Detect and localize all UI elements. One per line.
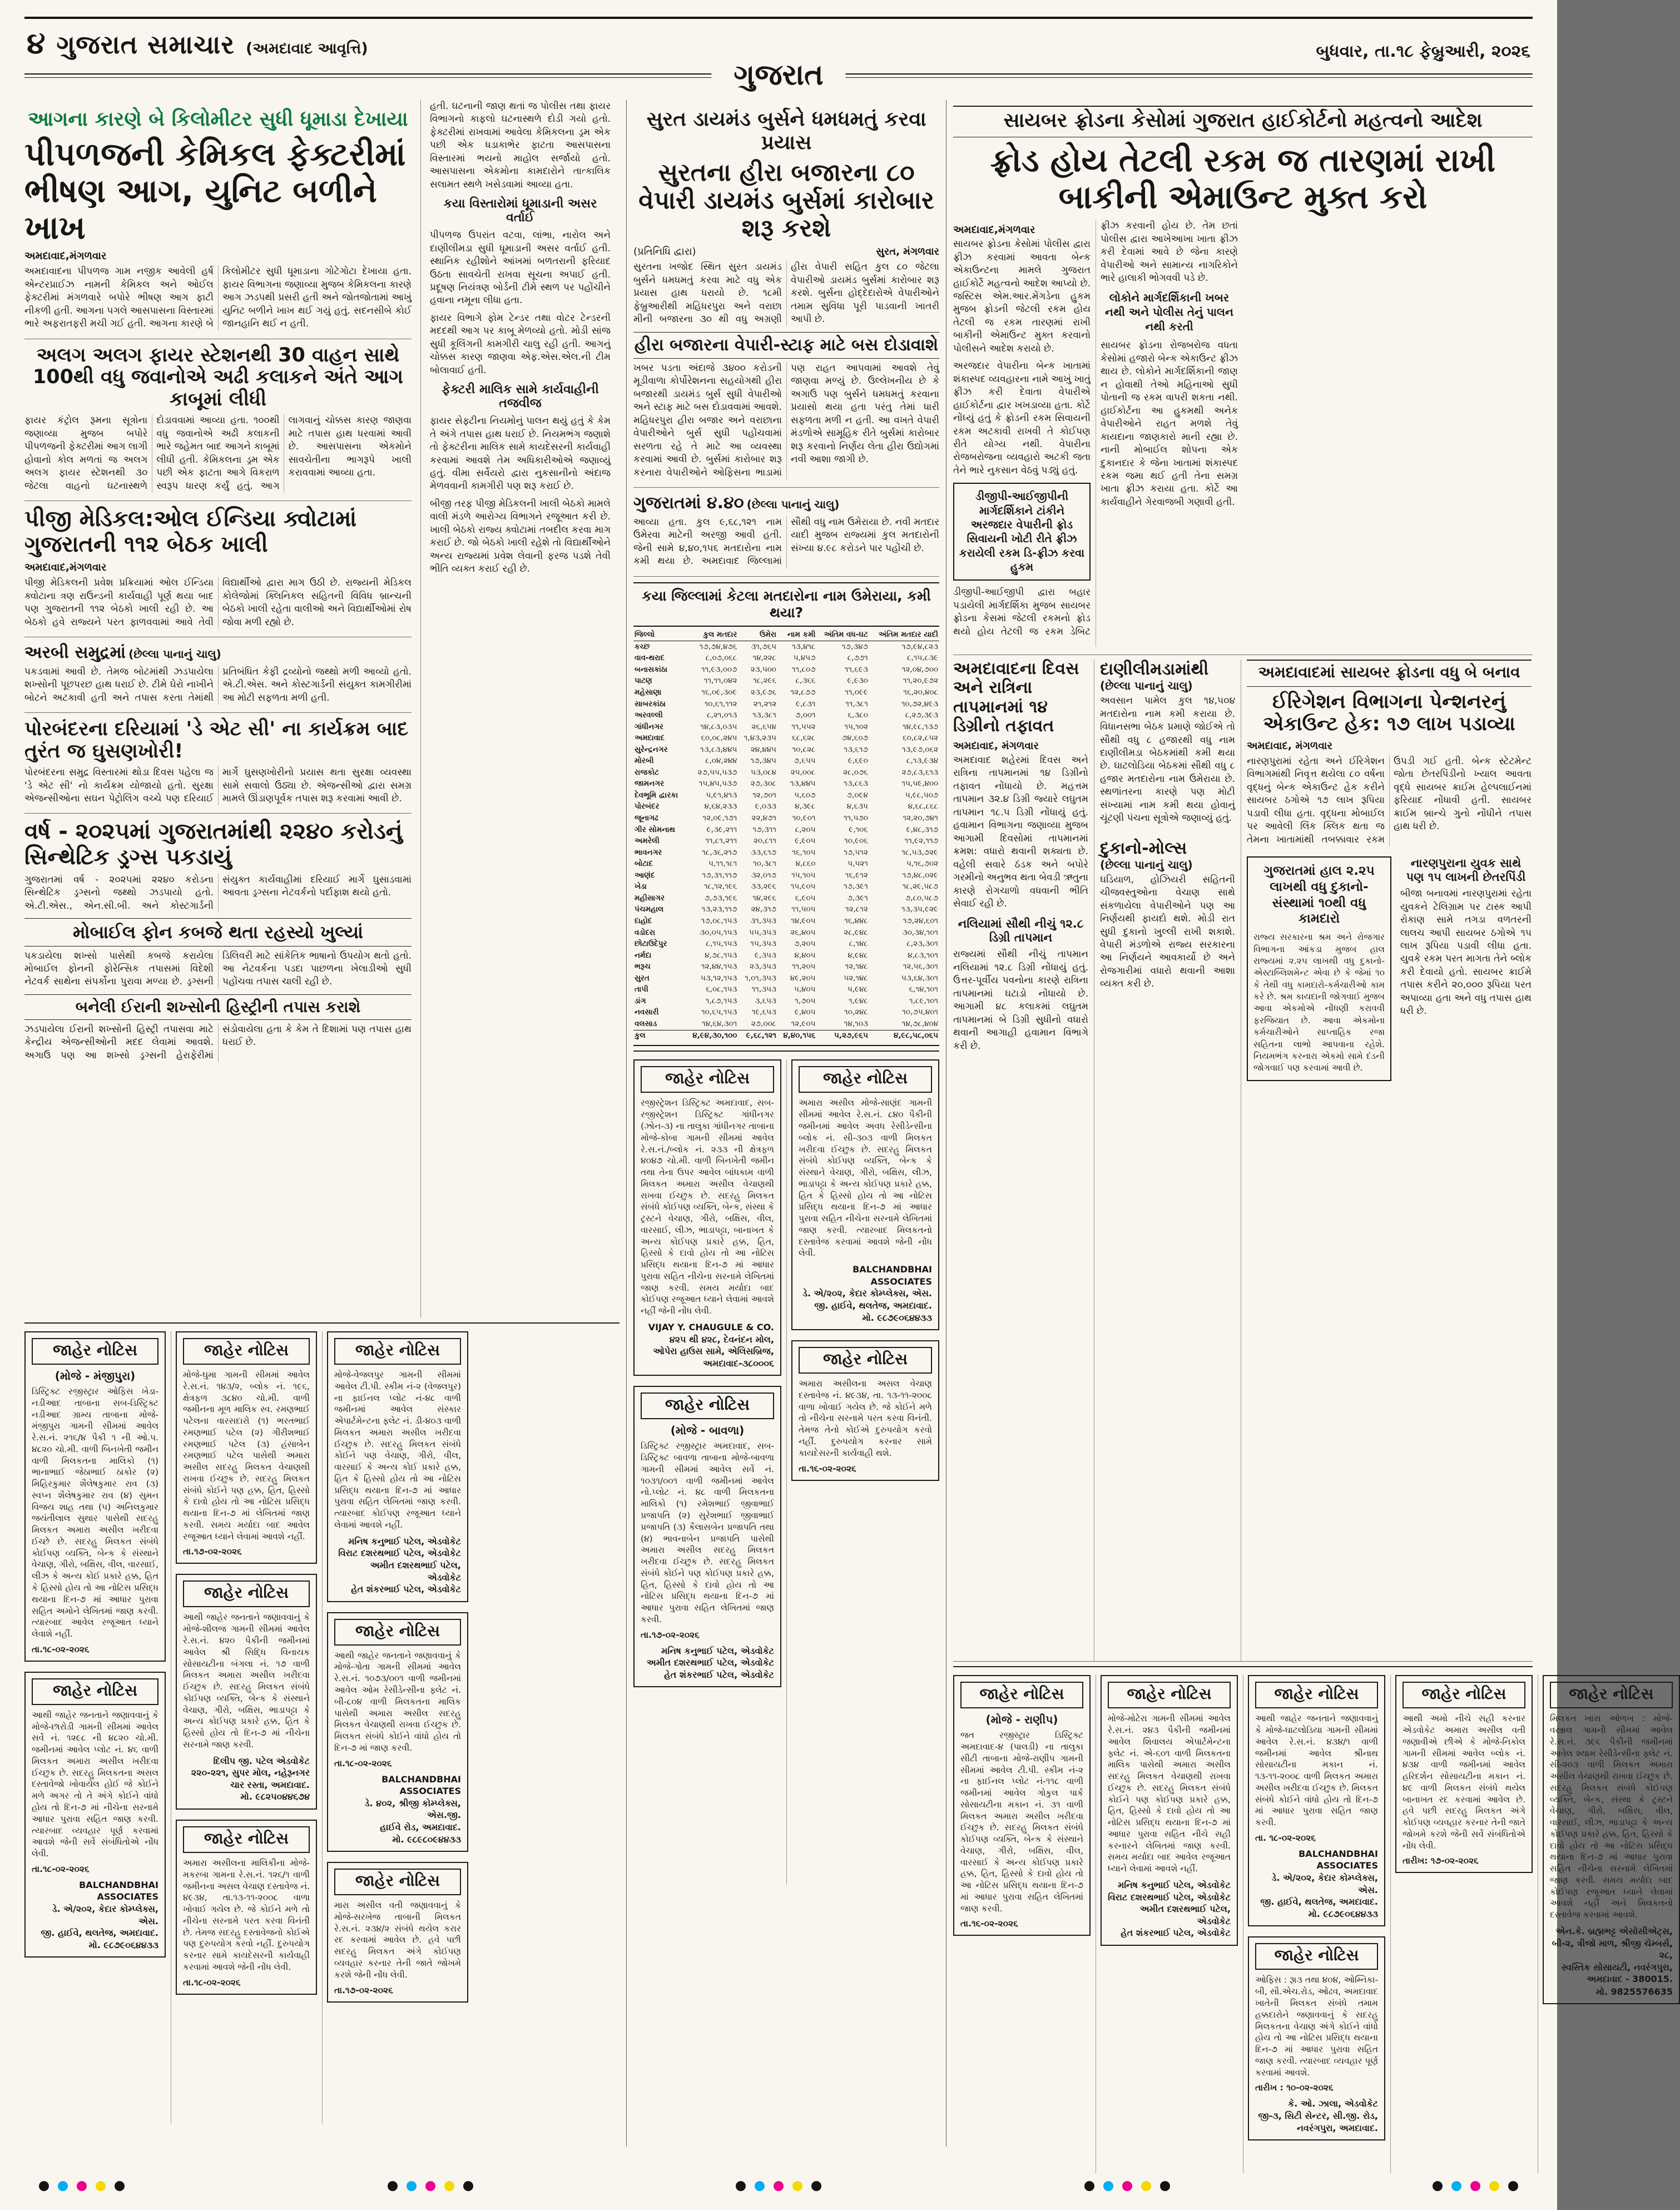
notice-title: જાહેર નોટિસ [183,1580,310,1607]
notice-body: મિલકત ખાસ ઓળખ : મોજે-વસ્ત્રાલ ગામની સીમમાં આવેલ રે.સ.નં. ૩૯૬ પૈકીની જમીનમાં આવેલ શ્યામ રેસીડેન્સીના ફ્લેટ નં. સી-૨૦૩ વાળી મિલકત અમારા અસીલ વેચાણથી રાખવા ઈચ્છુક છે. સદરહુ મિલકત સંબંધે કોઈપણ વ્યક્તિ, બેન્ક, સંસ્થા કે ટ્રસ્ટને વેચાણ, ગીરો, બક્ષિસ, વીલ, વારસાઈ, લીઝ, ભાડાપટ્ટા કે અન્ય કોઈપણ પ્રકારે હક્ક, હિત, હિસ્સો કે દાવો હોય તો આ નોટિસ પ્રસિદ્ધ થયાના દિન-૭ માં આધાર પુરાવા સહિત નીચેના સરનામે લેખિતમાં જાણ કરવી. સમય મર્યાદા બાદ કોઈપણ રજૂઆત ધ્યાને લેવામાં આવશે નહીં અને મિલકતનો દસ્તાવેજ કરવામાં આવશે. [1550,1713,1673,1920]
registration-mark-group [1433,2181,1518,2191]
article-pensioner-fraud [1247,660,1532,1661]
dateline: અમદાવાદ,મંગળવાર [24,562,107,574]
article-paragraph: સાયબર ફ્રોડના કેસોમાં પોલીસ દ્વારા ફ્રીઝ કરવામાં આવતા બેન્ક એકાઉન્ટના મામલે ગુજરાત હાઈકોર્ટે મહત્વનો આદેશ આપ્યો છે. જસ્ટિસ એમ.આર.મેંગડેના હુકમ મુજબ ફ્રોડની જેટલી રકમ હોય તેટલી જ રકમ તારણમાં રાખી બાકીની એમાઉન્ટ મુક્ત કરવાનો પોલીસને આદેશ કરાયો છે. [953,239,1091,354]
public-notice [791,1059,939,1330]
article-paragraph: ડીજીપી-આઈજીપી દ્વારા બહાર પડાયેલી માર્ગદર્શિકા મુજબ સાયબર ફ્રોડના કેસમાં જેટલી રકમનો ફ્રોડ થયો હોય તેટલી જ રકમ ડેબિટ ફ્રીઝ કરવાની હોય છે. તેમ છતાં પોલીસ દ્વારા આખેઆખા ખાતા ફ્રીઝ કરી દેવામાં આવે છે જેના કારણે વેપારીઓ અને સામાન્ય નાગરિકોને ભારે હાલાકી ભોગવવી પડે છે. [953,220,1238,637]
notice-body: આથી અમો નીચે સહી કરનાર એડવોકેટ અમારા અસીલ વતી જણાવીએ છીએ કે મોજે-નિકોલ ગામની સીમમાં આવેલ બ્લોક નં. ૪૩૪ વાળી જમીનમાં આવેલ હરિદર્શન સોસાયટીના મકાન નં. ૪૯ વાળી મિલકત સંબંધે થયેલ બાનાખત રદ કરવામાં આવેલ છે. હવે પછી સદરહુ મિલકત અંગે કોઈપણ વ્યવહાર કરનાર તેની જાતે જોખમે કરશે જેની સર્વે સંબંધિતોએ નોંધ લેવી. [1403,1713,1525,1851]
notice-date: તા.૧૬-૦૨-૨૦૨૬ [960,1919,1018,1929]
sub-headline: નારણપુરાના યુવક સાથે પણ ૧૫ લાખની છેતરપિંડી [1406,856,1526,884]
notice-body: ડિસ્ટ્રિક્ટ રજીસ્ટ્રાર અમદાવાદ, સબ-ડિસ્ટ્રિક્ટ બાવળા તાબાના મોજે-બાવળા ગામની સીમમાં આવેલ સર્વે નં. ૧૦૩૧/૦૦૧ વાળી જમીનમાં આવેલ નો.પ્લોટ નં. ૪૮ વાળી મિલકતના માલિકો (૧) રમેશભાઈ જીવાભાઈ પ્રજાપતિ (૨) સુરેશભાઈ જીવાભાઈ પ્રજાપતિ (૩) કૈલાસબેન પ્રજાપતિ તથા (૪) ભાવનાબેન પ્રજાપતિ પાસેથી અમારા અસીલ સદરહુ મિલકત ખરીદવા ઈચ્છુક છે. સદરહુ મિલકત સંબંધે કોઈને પણ કોઈપણ પ્રકારે હક્ક, હિત, હિસ્સો કે દાવો હોય તો આ નોટિસ પ્રસિદ્ધ થયાના દિન-૭ માં આધાર પુરાવા સહિત લેખિતમાં જાણ કરવી. [641,1441,774,1624]
side-column-text: ફાયર સેફ્ટીના નિયમોનું પાલન થયું હતું કે કેમ તે અંગે તપાસ હાથ ધરાઈ છે. નિયમભંગ જણાશે તો ફેક્ટરીના માલિક સામે કાયદેસરની કાર્યવાહી કરવામાં આવશે તેમ અધિકારીઓએ જણાવ્યું હતું. વીમા સર્વેયરો દ્વારા નુકસાનીનો અંદાજ મેળવવાની કામગીરી પણ શરૂ કરાઈ છે. [430,415,611,492]
registration-mark-icon [96,2181,106,2191]
notice-date: તા.૧૬-૦૨-૨૦૨૬ [799,1463,856,1474]
public-notice [176,1331,317,1564]
notice-title: જાહેર નોટિસ [641,1393,774,1419]
article-fire [24,100,412,339]
print-registration-marks [0,2181,1557,2191]
bold-subhead: લોકોને માર્ગદર્શિકાની ખબર નથી અને પોલીસ તેનું પાલન નથી કરતી [1105,291,1233,334]
registration-mark-icon [115,2181,125,2191]
shops-stat-box [1247,856,1391,1081]
article-body: પીજી મેડિકલની પ્રવેશ પ્રક્રિયામાં ઓલ ઈન્ડિયા ક્વોટાના ત્રણ રાઉન્ડની કાર્યવાહી પૂર્ણ થયા બાદ પણ ગુજરાતની ૧૧૨ બેઠકો ખાલી રહી છે. આ બેઠકો હવે રાજ્યને પરત ફાળવવામાં આવે તેવી વિદ્યાર્થીઓ દ્વારા માગ ઉઠી છે. રાજ્યની મેડિકલ કોલેજોમાં ક્લિનિકલ સહિતની વિવિધ બ્રાન્ચની બેઠકો ખાલી રહેતા વાલીઓ અને વિદ્યાર્થીઓમાં રોષ જોવા મળી રહ્યો છે. [24,577,412,628]
notice-signatures: કે. ઓ. ઝાલા, એડવોકેટ જી-૩, સિટી સેન્ટર, સી.જી. રોડ, નવરંગપુરા, અમદાવાદ. [1258,2098,1378,2133]
sub-headline: મોબાઈલ ફોન કબજે થતા રહસ્યો ખુલ્યાં [24,918,412,946]
dateline: અમદાવાદ, મંગળવાર [953,740,1039,752]
registration-mark-icon [1141,2181,1151,2191]
article-headline: ફ્રોડ હોય તેટલી રકમ જ તારણમાં રાખી બાકીની એમાઉન્ટ મુક્ત કરો [990,141,1496,216]
notice-body: અમારા અસીલના માલિકીના મોજે-મકરબા ગામના રે.સ.નં. ૧૨૬/૧ વાળી જમીનના અસલ વેચાણ દસ્તાવેજ નં. ૪૯૩૪, તા.૧૩-૧૧-૨૦૦૮ વાળા ખોવાઈ ગયેલ છે. જે કોઈને મળે તો નીચેના સરનામે પરત કરવા વિનંતી છે. તેમજ સદરહુ દસ્તાવેજનો કોઈએ પણ દુરુપયોગ કરવો નહીં. દુરુપયોગ કરનાર સામે કાયદેસરની કાર્યવાહી કરવામાં આવશે જેની નોંધ લેવી. [183,1858,310,1972]
dateline: અમદાવાદ, મંગળવાર [1247,740,1332,752]
notice-date: તા.૧૭-૦૨-૨૦૨૬ [183,1547,242,1557]
article-body: અમદાવાદના પીપળજ ગામ નજીક આવેલી હર્ષ એન્ટરપ્રાઈઝ નામની કેમિકલ અને ઓઈલ ફેક્ટરીમાં મંગળવારે બપોરે ભીષણ આગ ફાટી નીકળી હતી. આગના પગલે આસપાસના વિસ્તારમાં ભારે અફરાતફરી મચી ગઈ હતી. આગના કારણે બે કિલોમીટર સુધી ધૂમાડાના ગોટેગોટા દેખાયા હતા. ફાયર વિભાગના જણાવ્યા મુજબ કેમિકલના કારણે આગ ઝડપથી પ્રસરી હતી અને જોતજોતામાં આખું યુનિટ બળીને ખાખ થઈ ગયું હતું. સદનસીબે કોઈ જાનહાનિ થઈ ન હતી. [24,266,412,330]
side-column-text: ફાયર વિભાગે ફોમ ટેન્ડર તથા વોટર ટેન્ડરની મદદથી આગ પર કાબૂ મેળવ્યો હતો. મોડી સાંજ સુધી કૂલિંગની કામગીરી ચાલુ રહી હતી. આગનું ચોક્કસ કારણ જાણવા એફ.એસ.એલ.ની ટીમ બોલાવાઈ હતી. [430,312,611,376]
registration-mark-icon [77,2181,87,2191]
notice-title: જાહેર નોટિસ [32,1678,158,1705]
notices-strip-c [953,1666,1673,2173]
public-notice [327,1862,468,2002]
registration-mark-icon [388,2181,398,2191]
notice-title: જાહેર નોટિસ [183,1826,310,1853]
article-body: ખબર પડતા અંદાજે ૩૪૦૦ કરોડની મૂડીવાળા કોર્પોરેશનના સહયોગથી હીરા બજારથી ડાયમંડ બુર્સ સુધી વેપારીઓ અને સ્ટાફ માટે બસ દોડાવવામાં આવશે. મહિધરપુરા હીરા બજાર અને વરાછાના વેપારીઓને બુર્સ સુધી પહોંચવામાં સરળતા રહે તે માટે આ વ્યવસ્થા કરવામાં આવી છે. બુર્સમાં કારોબાર શરૂ કરનારા વેપારીઓને ઓફિસના ભાડામાં પણ રાહત આપવામાં આવશે તેવું જાણવા મળ્યું છે. ઉલ્લેખનીય છે કે અગાઉ પણ બુર્સને ધમધમતું કરવાના પ્રયાસો થયા હતા પરંતુ તેમાં ધારી સફળતા મળી ન હતી. આ વખતે વેપારી મંડળોએ સામૂહિક રીતે બુર્સમાં કારોબાર શરૂ કરવાનો નિર્ણય લેતા હીરા ઉદ્યોગમાં નવી આશા જાગી છે. [633,362,939,478]
article-highcourt-fraud [953,100,1533,655]
notice-date: તા.૧૭-૦૨-૨૦૨૬ [641,1629,700,1640]
notice-title: જાહેર નોટિસ [1255,1943,1378,1970]
article-body: અવસાન પામેલ કુલ ૧૪,૫૦૪ મતદારોના નામ કમી કરાયા છે. વિધાનસભા બેઠક પ્રમાણે જોઈએ તો સૌથી વધુ ૮ હજારથી વધુ નામ દાણીલીમડા બેઠકમાંથી કમી થયા છે. ઘાટલોડિયા બેઠકમાં સૌથી વધુ ૮ હજાર મતદારોના નામ ઉમેરાયા છે. સ્થળાંતરના કારણે પણ મોટી સંખ્યામાં નામ કમી થયા હોવાનું ચૂંટણી પંચના સૂત્રોએ જણાવ્યું હતું. [1100,695,1235,824]
article-body: ઝડપાયેલા ઈરાની શખ્સોની હિસ્ટ્રી તપાસવા માટે કેન્દ્રીય એજન્સીઓની મદદ લેવામાં આવશે. અગાઉ પણ આ શખ્સો ડ્રગ્સની હેરાફેરીમાં સંડોવાયેલા હતા કે કેમ તે દિશામાં પણ તપાસ હાથ ધરાઈ છે. [24,1023,412,1061]
notice-date: તા.૧૮-૦૨-૨૦૨૬ [32,1644,90,1654]
notice-body: મારા અસીલ વતી જણાવવાનું કે મોજે-સરખેજ તાબાની મિલકત રે.સ.નં. ૨૩૪/૨ સંબંધે થયેલ કરાર રદ કરવામાં આવેલ છે. હવે પછી સદરહુ મિલકત અંગે કોઈપણ વ્યવહાર કરનાર તેની જાતે જોખમે કરશે જેની નોંધ લેવી. [334,1900,461,1980]
notice-date: તા.૧૮-૦૨-૨૦૨૬ [183,1977,241,1988]
right-section-middle [953,655,1533,1662]
article-second-fraud [1400,850,1532,1081]
notice-date: તારીખ: ૧૭-૦૨-૨૦૨૬ [1403,1856,1479,1866]
notice-signatures: એન.કે. બ્રહ્મભટ્ટ એસોસીએટ્સ, બી-૨, ત્રીજો માળ, શ્રીજી ચેમ્બર્સ, ૨૮, સ્વસ્તિક સોસાયટી, નવરંગપુરા, અમદાવાદ - 380015. [1552,1926,1673,1985]
article-diamond-bourse [633,100,939,488]
registration-mark-icon [774,2181,784,2191]
public-notice [1543,1675,1680,2004]
article-headline: પીજી મેડિકલ:ઓલ ઈન્ડિયા ક્વોટામાં ગુજરાતની ૧૧૨ બેઠક ખાલી [24,506,357,557]
notice-body: આથી જાહેર જનતાને જણાવવાનું કે મોજે-છારોડી ગામની સીમમાં આવેલ સર્વે નં. ૧૨૯૮ ની ૪૮૨૦ ચો.મી. જમીનમાં આવેલ પ્લોટ નં. ૪૬ વાળી મિલકત અમારા અસીલ ખરીદવા ઈચ્છુક છે. સદરહુ મિલકતના અસલ દસ્તાવેજો ખોવાયેલ હોઈ જે કોઈને મળે અગર તો તે અંગે કોઈને વાંધો હોય તો દિન-૭ માં નીચેના સરનામે આધાર પુરાવા સહિત જાણ કરવી. ત્યારબાદ વ્યવહાર પૂર્ણ કરવામાં આવશે જેની સર્વે સંબંધિતોએ નોંધ લેવી. [32,1709,158,1859]
article-body: બીજા બનાવમાં નારણપુરામાં રહેતા યુવકને ટેલિગ્રામ પર ટાસ્ક આપી રોકાણ સામે તગડા વળતરની લાલચ આપી સાયબર ઠગોએ ૧૫ લાખ રૂપિયા પડાવી લીધા હતા. યુવકે રકમ પરત માગતા તેને બ્લોક કરી દેવાયો હતો. સાયબર ક્રાઈમે તપાસ કરીને ૨૦,૦૦૦ રૂપિયા પરત અપાવ્યા હતા અને વધુ તપાસ હાથ ધરી છે. [1400,888,1532,1017]
article-body: નારણપુરામાં રહેતા અને ઈરિગેશન વિભાગમાંથી નિવૃત્ત થયેલા ૮૦ વર્ષના વૃદ્ધનું બેન્ક એકાઉન્ટ હેક કરીને સાયબર ઠગોએ ૧૭ લાખ રૂપિયા પડાવી લીધા હતા. વૃદ્ધના મોબાઈલ પર આવેલી લિંક ક્લિક થતા જ તેમના ખાતામાંથી તબક્કાવાર રકમ ઉપડી ગઈ હતી. બેન્ક સ્ટેટમેન્ટ જોતા છેતરપિંડીનો ખ્યાલ આવતા વૃદ્ધે સાયબર ક્રાઈમ હેલ્પલાઈનમાં ફરિયાદ નોંધાવી હતી. સાયબર ક્રાઈમ બ્રાન્ચે ગુનો નોંધીને તપાસ હાથ ધરી છે. [1247,756,1532,845]
public-notice [633,1059,781,1376]
article-headline: ઈરિગેશન વિભાગના પેન્શનરનું એકાઉન્ટ હેક: ૧૭ લાખ પડાવ્યા [1263,691,1515,736]
registration-mark-icon [39,2181,49,2191]
notice-signatures: BALCHANDBHAI ASSOCIATES ડે. ૪૦૨, શ્રીજી કોમ્પ્લેક્સ, એસ.જી. હાઈવે રોડ, અમદાવાદ. મો. ૯૮૯૮૦૯૪૪૩૩ [364,1773,461,1845]
registration-mark-icon [1470,2181,1480,2191]
article-headline: વર્ષ - ૨૦૨૫માં ગુજરાતમાંથી ૨૨૪૦ કરોડનું સિન્થેટિક ડ્રગ્સ પકડાયું [24,819,403,870]
date-line: બુધવાર, તા.૧૮ ફેબ્રુઆરી, ૨૦૨૬ [1316,42,1530,61]
article-headline: પોરબંદરના દરિયામાં 'ડે એટ સી' ના કાર્યક્રમ બાદ તુરંત જ ઘુસણખોરી! [24,718,408,763]
notices-strip-b [633,1051,939,1885]
continuation-header: ગુજરાતમાં ૪.૪૦ (છેલ્લા પાનાનું ચાલુ) [633,493,840,513]
registration-mark-icon [792,2181,802,2191]
notice-subtitle: (મોજે - મંજીપુરા) [54,1369,136,1383]
column-divider [626,100,627,2147]
notice-title: જાહેર નોટિસ [1550,1682,1673,1708]
public-notice [791,1340,939,1480]
page-content [24,100,1673,2147]
article-body: પોરબંદરના સમુદ્ર વિસ્તારમાં થોડા દિવસ પહેલા જ 'ડે એટ સી' નો કાર્યક્રમ યોજાયો હતો. સુરક્ષા એજન્સીઓના સઘન પેટ્રોલિંગ વચ્ચે પણ દરિયાઈ માર્ગે ઘુસણખોરીનો પ્રયાસ થતા સુરક્ષા વ્યવસ્થા સામે સવાલો ઉઠ્યા છે. એજન્સીઓ દ્વારા સમગ્ર મામલે ઊંડાણપૂર્વક તપાસ શરૂ કરવામાં આવી છે. [24,767,412,805]
registration-mark-icon [736,2181,746,2191]
article-kicker: આગના કારણે બે કિલોમીટર સુધી ધૂમાડા દેખાયા [28,108,408,131]
notice-title: જાહેર નોટિસ [799,1066,932,1093]
registration-mark-icon [1489,2181,1499,2191]
notice-title: જાહેર નોટિસ [799,1347,932,1374]
article-headline: અમદાવાદના દિવસ અને રાત્રિના તાપમાનમાં ૧૪ ડિગ્રીનો તફાવત [953,659,1079,736]
section-title: ગુજરાત [711,58,845,92]
registration-mark-icon [755,2181,765,2191]
notice-body: મોજે-ઘુમા ગામની સીમમાં આવેલ રે.સ.નં. ૧૪૩/૨, બ્લોક નં. ૧૯૬, ક્ષેત્રફળ ૩૮૪૦ ચો.મી. વાળી જમીનના મૂળ માલિક સ્વ. રમણભાઈ પટેલના વારસદારો (૧) ભરતભાઈ રમણભાઈ પટેલ (૨) ગીરીશભાઈ રમણભાઈ પટેલ (૩) હંસાબેન રમણભાઈ પટેલ પાસેથી અમારા અસીલ સદરહુ મિલકત વેચાણથી રાખવા ઈચ્છુક છે. સદરહુ મિલકત સંબંધે કોઈને પણ હક્ક, હિત, હિસ્સો કે દાવો હોય તો આ નોટિસ પ્રસિદ્ધ થયાના દિન-૭ માં લેખિતમાં જાણ કરવી. સમય મર્યાદા બાદ આવેલ રજૂઆત ધ્યાને લેવામાં આવશે નહીં. [183,1370,310,1542]
page-number: ૪ [27,26,46,61]
article-synthetic-drugs [24,814,412,1070]
article-kicker: અમદાવાદમાં સાયબર ફ્રોડના વધુ બે બનાવ [1247,660,1532,687]
notice-body: જત રજીસ્ટ્રાર ડિસ્ટ્રિક્ટ અમદાવાદ-૪ (પાલડી) ના તાલુકા સીટી તાબાના મોજે-રાણીપ ગામની સીમમાં આવેલ ટી.પી. સ્કીમ નં-૨ ના ફાઈનલ પ્લોટ નં-૧૧૮ વાળી જમીનમાં આવેલ ગોકુલ પાર્ક સોસાયટીના મકાન નં. ૩૧ વાળી મિલકત અમારા અસીલ ખરીદવા ઈચ્છુક છે. સદરહુ મિલકત સંબંધે કોઈપણ વ્યક્તિ, બેન્ક કે સંસ્થાને વેચાણ, ગીરો, બક્ષિસ, વીલ, વારસાઈ કે અન્ય કોઈપણ પ્રકારે હક્ક, હિત, હિસ્સો કે દાવો હોય તો આ નોટિસ પ્રસિદ્ધ થયાના દિન-૭ માં આધાર પુરાવા સહિત લેખિતમાં જાણ કરવી. [960,1730,1083,1914]
notice-date: તા.૧૮-૦૨-૨૦૨૬ [334,1758,392,1768]
notice-signatures: BALCHANDBHAI ASSOCIATES ડે. એ/૨૦૨, કેદાર કોમ્પ્લેક્સ, એસ. જી. હાઈવે, થલતેજ, અમદાવાદ. મો. ૯૮૭૯૦૬૪૪૩૩ [1260,1848,1378,1919]
continuation-header: અરબી સમુદ્રમાં (છેલ્લા પાનાનું ચાલુ) [24,642,221,662]
continued-articles-column [1100,660,1235,1661]
notice-date: તા.૧૮-૦૨-૨૦૨૬ [32,1864,90,1874]
notice-signatures: દિલીપ જી. પટેલ એડવોકેટ ૨૨૦-૨૨૧, સુપર મોલ, નહેરૂનગર ચાર રસ્તા, અમદાવાદ. મો. ૯૮૨૫૦૪૪૬૭૪ [191,1755,310,1802]
registration-mark-group [736,2181,821,2191]
sub-headline: બનેલી ઈરાની શખ્સોની હિસ્ટ્રીની તપાસ કરાશે [24,994,412,1020]
sub-headline: નલિયામાં સૌથી નીચું ૧૨.૮ ડિગ્રી તાપમાન [958,917,1084,945]
notice-body: અમારા અસીલના અસલ વેચાણ દસ્તાવેજ નં. ૪૯૩૪, તા. ૧૩-૧૧-૨૦૦૮ વાળા ખોવાઈ ગયેલ છે. જે કોઈને મળે તો નીચેના સરનામે પરત કરવા વિનંતી. તેમજ તેનો કોઈએ દુરુપયોગ કરવો નહીં. દુરુપયોગ કરનાર સામે કાયદેસરની કાર્યવાહી થશે. [799,1379,932,1458]
notice-title: જાહેર નોટિસ [334,1338,461,1365]
page-header [24,17,1533,92]
notice-title: જાહેર નોટિસ [183,1338,310,1365]
side-column-subhead: ફેક્ટરી માલિક સામે કાર્યવાહીની તજવીજ [442,383,599,411]
notice-signatures: BALCHANDBHAI ASSOCIATES ડે. એ/૨૦૨, કેદાર કોમ્પ્લેક્સ, એસ. જી. હાઈવે, થલતેજ, અમદાવાદ. મો. ૯૮૭૯૦૬૪૪૩૩ [802,1264,932,1323]
public-notice [633,1386,781,1687]
side-column-text: હતી. ઘટનાની જાણ થતાં જ પોલીસ તથા ફાયર વિભાગનો કાફલો ઘટનાસ્થળે દોડી ગયો હતો. ફેક્ટરીમાં રાખવામાં આવેલા કેમિકલના ડ્રમ એક પછી એક ધડાકાભેર ફાટતા આસપાસના વિસ્તારમાં ભયનો માહોલ સર્જાયો હતો. આસપાસના એકમોના કામદારોને તાત્કાલિક સલામત સ્થળે ખસેડવામાં આવ્યા હતા. [430,101,611,190]
notice-signatures: મનિષ કનુભાઈ પટેલ, એડવોકેટ અમીત દશરથભાઈ પટેલ, એડવોકેટ હેત શંકરભાઈ પટેલ, એડવોકેટ [646,1645,774,1680]
public-notice [176,1820,317,1995]
article-body: આવ્યા હતા. કુલ ૯,૬૮,૧૨૧ નામ ઉમેરવા માટેની અરજી આવી હતી. જેની સામે ૪,૪૦,૧૫૬ મતદારોના નામ કમી થયા છે. અમદાવાદ જિલ્લામાં સૌથી વધુ નામ ઉમેરાયા છે. નવી મતદાર યાદી મુજબ રાજ્યમાં કુલ મતદારોની સંખ્યા ૪.૯૮ કરોડને પાર પહોંચી છે. [633,517,939,567]
notice-body: આથી જાહેર જનતાને જણાવવાનું કે મોજે-શીલજ ગામની સીમમાં આવેલ રે.સ.નં. ૪૨૦ પૈકીની જમીનમાં આવેલ શ્રી સિદ્ધિ વિનાયક સોસાયટીના બંગલા નં. ૧૭ વાળી મિલકત અમારા અસીલ ખરીદવા ઈચ્છુક છે. સદરહુ મિલકત સંબંધે કોઈપણ વ્યક્તિ, બેન્ક કે સંસ્થાને વેચાણ, ગીરો, બક્ષિસ, ભાડાપટ્ટા કે અન્ય કોઈપણ પ્રકારે હક્ક, હિત કે હિસ્સો હોય તો દિન-૭ માં નીચેના સરનામે જાણ કરવી. [183,1612,310,1750]
public-notice [176,1574,317,1810]
article-body: ઘડિયાળ, હોઝિયરી સહિતની ચીજવસ્તુઓના વેચાણ સાથે સંકળાયેલા વેપારીઓને પણ આ નિર્ણયથી ફાયદો થશે. મોડી રાત સુધી દુકાનો ખુલ્લી રાખી શકાશે. વેપારી મંડળોએ રાજ્ય સરકારના આ નિર્ણયને આવકાર્યો છે અને રોજગારીમાં વધારો થવાની આશા વ્યક્ત કરી છે. [1100,874,1235,990]
side-column-subhead: કયા વિસ્તારોમાં ધૂમાડાની અસર વર્તાઈ [443,197,597,225]
dateline: અમદાવાદ,મંગળવાર [953,224,1035,236]
notice-body: રજીસ્ટ્રેશન ડિસ્ટ્રિક્ટ અમદાવાદ, સબ-રજીસ્ટ્રેશન ડિસ્ટ્રિક્ટ ગાંધીનગર (ઝોન-૩) ના તાલુકા ગાંધીનગર તાબાના મોજે-કોબા ગામની સીમમાં આવેલ રે.સ.નં./બ્લોક નં. ૨૩૩ ની ક્ષેત્રફળ ૪૦૪૭ ચો.મી. વાળી બિનખેતી જમીન તથા તેના ઉપર આવેલ બાંધકામ વાળી મિલકત અમારા અસીલ વેચાણથી રાખવા ઈચ્છુક છે. સદરહુ મિલકત સંબંધે કોઈપણ વ્યક્તિ, બેન્ક, સંસ્થા કે ટ્રસ્ટને વેચાણ, ગીરો, બક્ષિસ, વીલ, વારસાઈ, લીઝ, ભાડાપટ્ટા, બાનાખત કે અન્ય કોઈપણ પ્રકારે હક્ક, હિત, હિસ્સો કે દાવો હોય તો આ નોટિસ પ્રસિદ્ધ થયાના દિન-૭ માં આધાર પુરાવા સહિત નીચેના સરનામે લેખિતમાં જાણ કરવી. સમય મર્યાદા બાદ કોઈપણ રજૂઆત ધ્યાને લેવામાં આવશે નહીં જેની નોંધ લેવી. [641,1098,774,1316]
notice-title: જાહેર નોટિસ [1403,1682,1525,1708]
article-body [953,220,1533,647]
voter-table: કયા જિલ્લામાં કેટલા મતદારોના નામ ઉમેરાયા, કમી થયા? જિલ્લો કુલ મતદાર ઉમેરા નામ કમી અંતિમ વધ-ઘટ અંતિમ મતદાર યાદી કચ્છ ૧૭,૭૪,૪૭૬ ૩૧,૭૬૫ ૧૩,૪૧૮ ૧૭,૩૪૭ ૧૭,૯૪,૮૨૩ વાવ-થરાદ ૮,૦૭,૦૬૮ ૧૪,૨૨૮ ૫,૪૫૭ ૮,૭૭૧ ૮,૧૫,૮૩૯ બનાસકાંઠા ૧૧,૯૩,૦૦૭ ૨૩,૫૦૦ ૧૧,૮૦૭ ૧૧,૬૯૩ ૧૨,૦૪,૭૦૦ પાટણ ૧૧,૧૧,૦૪૨ ૧૮,૨૯૬ ૮,૩૬૬ ૯,૯૩૦ ૧૧,૨૦,૯૭૨ મહેસાણા ૧૬,૦૯,૩૦૯ ૨૩,૯૭૬ ૧૨,૮૭૭ ૧૧,૦૯૯ ૧૬,૨૦,૪૦૮ સાબરકાંઠા ૧૦,૬૧,૧૧૨ ૨૧,૨૧૨ ૯,૮૩૧ ૧૧,૩૮૧ ૧૦,૭૨,૪૯૩ અરવલ્લી ૮,૨૧,૦૧૩ ૧૩,૩૮૧ ૭,૦૦૧ ૬,૩૮૦ ૮,૨૭,૩૯૩ ગાંધીનગર ૧૪,૮૩,૦૩૫ ૨૬,૬૫૪ ૧૧,૫૫૨ ૧૫,૧૦૨ ૧૪,૯૮,૧૩૭ અમદાવાદ ૬૦,૦૮,૨૪૫ ૧,૪૩,૨૩૫ ૬૮,૬૨૮ ૭૪,૬૦૭ ૬૦,૮૨,૮૫૨ સુરેન્દ્રનગર ૧૩,૮૩,૪૪૫ ૨૪,૪૪૫ ૧૦,૮૨૮ ૧૩,૬૧૭ ૧૩,૯૭,૦૬૨ મોરબી ૮,૦૪,૨૪૪ ૧૭,૩૪૫ ૭,૬૫૫ ૯,૬૯૦ ૮,૧૩,૯૩૪ રાજકોટ ૨૭,૫૫,૫૩૭ ૫૩,૦૮૪ ૨૫,૦૦૮ ૨૮,૦૭૬ ૨૭,૮૩,૬૧૩ જામનગર ૧૫,૪૫,૫૩૭ ૨૭,૩૦૮ ૧૩,૪૪૫ ૧૩,૮૬૩ ૧૫,૫૯,૪૦૦ દેવભૂમિ દ્વારકા ૫,૯૧,૪૧૩ ૧૨,૭૦૧ ૫,૬૦૭ ૭,૦૯૪ ૫,૯૮,૫૦૭ પોરબંદર ૪,૬૪,૨૩૩ ૯,૦૩૩ ૪,૩૯૮ ૪,૬૩૫ ૪,૬૮,૮૬૮ જૂનાગઢ ૧૨,૦૯,૧૭૧ ૨૨,૪૭૧ ૧૦,૯૦૧ ૧૧,૫૭૦ ૧૨,૨૦,૭૪૧ ગીર સોમનાથ ૯,૩૯,૨૧૧ ૧૭,૩૧૧ ૮,૨૦૫ ૯,૧૦૬ ૯,૪૮,૩૧૭ અમરેલી ૧૧,૮૧,૨૧૧ ૨૦,૮૧૧ ૯,૯૦૫ ૧૦,૯૦૬ ૧૧,૯૨,૧૧૭ ભાવનગર ૧૮,૩૬,૨૧૭ ૩૩,૬૧૭ ૧૬,૧૦૫ ૧૭,૫૧૨ ૧૮,૫૩,૭૨૯ બોટાદ ૫,૧૧,૧૮૧ ૧૦,૩૮૧ ૪,૮૬૦ ૫,૫૨૧ ૫,૧૬,૭૦૨ આણંદ ૧૭,૩૧,૧૧૭ ૩૨,૦૧૭ ૧૫,૧૦૫ ૧૬,૯૧૨ ૧૭,૪૮,૦૨૯ ખેડા ૧૮,૧૨,૧૯૬ ૩૩,૨૯૬ ૧૫,૯૦૫ ૧૭,૩૯૧ ૧૮,૨૯,૫૮૭ મહીસાગર ૭,૭૩,૧૯૬ ૧૪,૨૯૬ ૬,૯૦૫ ૭,૩૯૧ ૭,૮૦,૫૮૭ પંચમહાલ ૧૩,૨૩,૧૧૭ ૨૪,૩૧૭ ૧૧,૫૦૫ ૧૨,૮૧૨ ૧૩,૩૫,૯૨૯ દાહોદ ૧૭,૦૮,૧૫૩ ૩૧,૩૫૩ ૧૪,૯૦૫ ૧૬,૪૪૮ ૧૭,૨૪,૬૦૧ વડોદરા ૩૦,૦૫,૧૫૩ ૫૫,૩૫૩ ૨૬,૪૦૫ ૨૮,૯૪૮ ૩૦,૩૪,૧૦૧ છોટાઉદેપુર ૮,૧૫,૧૫૩ ૧૫,૩૫૩ ૭,૨૦૫ ૮,૧૪૮ ૮,૨૩,૩૦૧ નર્મદા ૪,૭૮,૧૫૩ ૯,૩૫૩ ૪,૪૦૫ ૪,૯૪૮ ૪,૮૩,૧૦૧ ભરૂચ ૧૨,૪૪,૧૫૩ ૨૩,૩૫૩ ૧૧,૨૦૫ ૧૨,૧૪૮ ૧૨,૫૬,૩૦૧ સુરત ૫૩,૧૨,૧૫૩ ૧,૦૧,૩૫૩ ૪૯,૨૦૫ ૫૨,૧૪૮ ૫૩,૬૪,૩૦૧ તાપી ૬,૦૮,૧૫૩ ૧૧,૩૫૩ ૫,૪૦૫ ૫,૯૪૮ ૬,૧૪,૧૦૧ ડાંગ ૧,૮૭,૧૫૩ ૩,૬૫૩ ૧,૭૦૫ ૧,૯૪૮ ૧,૮૯,૧૦૧ નવસારી ૧૦,૬૫,૧૫૩ ૧૯,૬૫૩ ૯,૪૦૫ ૧૦,૨૪૮ ૧૦,૭૫,૪૦૧ વલસાડ ૧૪,૬૪,૩૦૧ ૨૭,૦૦૮ ૧૨,૯૦૫ ૧૪,૧૦૩ ૧૪,૭૮,૪૦૪ કુલ ૪,૯૪,૩૦,૧૦૦ ૯,૬૮,૧૨૧ ૪,૪૦,૧૫૬ ૫,૨૭,૯૬૫ ૪,૯૮,૫૮,૦૬૫ [633,582,939,1047]
article-kicker: સુરત ડાયમંડ બુર્સને ધમધમતું કરવા પ્રયાસ [646,108,926,154]
notice-body: ઓફિસ : રૂા૩ તથા ૪૦૪, ઓમ્નિકા-બી, સૌ.એચ.રોડ, ઓઢવ, અમદાવાદ ખાતેની મિલકત સંબંધે તમામ હક્કદારોને જણાવવાનું કે સદરહુ મિલકતના વેચાણ અંગે કોઈને વાંધો હોય તો આ નોટિસ પ્રસિદ્ધ થયાના દિન-૭ માં આધાર પુરાવા સહિત જાણ કરવી. ત્યારબાદ વ્યવહાર પૂર્ણ કરવામાં આવશે. [1255,1975,1378,2078]
public-notice [327,1612,468,1852]
article-body: પકડવામાં આવી છે. તેમજ બોટમાંથી ઝડપાયેલા શખ્સોની પૂછપરછ હાથ ધરાઈ છે. ટીમે ઘેરો નાખીને બોટને અટકાવી હતી અને તપાસ કરતા તેમાંથી પ્રતિબંધિત કેફી દ્રવ્યોનો જથ્થો મળી આવ્યો હતો. એ.ટી.એસ. અને કોસ્ટગાર્ડની સંયુક્ત કામગીરીમાં આ મોટી સફળતા મળી હતી. [24,666,412,703]
masthead: ગુજરાત સમાચાર [56,29,235,60]
notice-title: જાહેર નોટિસ [32,1338,158,1365]
registration-mark-icon [463,2181,473,2191]
article-porbandar [24,713,412,814]
byline: (પ્રતિનિધિ દ્વારા) સુરત, મંગળવાર [633,246,939,258]
boxed-subhead: ડીજીપી-આઈજીપીની માર્ગદર્શિકાને ટાંકીને અરજદાર વેપારીની ફ્રોડ સિવાયની ખોટી રીતે ફ્રીઝ કરાયેલી રકમ ડિ-ફ્રીઝ કરવા હુકમ [953,483,1091,581]
notice-body: આથી જાહેર જનતાને જણાવવાનું કે મોજે-ઘાટલોડિયા ગામની સીમમાં આવેલ રે.સ.નં. ૪૩૪/૧ વાળી જમીનમાં આવેલ શ્રીનાથ સોસાયટીના મકાન નં. ૧૩-૧૧-૨૦૦૮ વાળી મિલકત અમારા અસીલ ખરીદવા ઈચ્છુક છે. મિલકત સંબંધે કોઈને વાંધો હોય તો દિન-૭ માં આધાર પુરાવા સહિત જાણ કરવી. [1255,1713,1378,1828]
public-notice [1248,1936,1385,2140]
continuation-header: દાણીલીમડામાંથી (છેલ્લા પાનાનું ચાલુ) [1100,660,1209,693]
notice-body: મોજે-મોટેરા ગામની સીમમાં આવેલ રે.સ.નં. ૨૪૩ પૈકીની જમીનમાં આવેલ શિવાલય એપાર્ટમેન્ટના ફ્લેટ નં. એ-૬૦૧ વાળી મિલકતના માલિક પાસેથી અમારા અસીલ સદરહુ મિલકત વેચાણથી રાખવા ઈચ્છુક છે. સદરહુ મિલકત સંબંધે કોઈને પણ કોઈપણ પ્રકારે હક્ક, હિત, હિસ્સો કે દાવો હોય તો આ નોટિસ પ્રસિદ્ધ થયાના દિન-૭ માં આધાર પુરાવા સહિત નીચે સહી કરનારને લેખિતમાં જાણ કરવી. સમય મર્યાદા બાદ આવેલ રજૂઆત ધ્યાને લેવામાં આવશે નહીં. [1108,1713,1231,1874]
registration-mark-group [1084,2181,1170,2191]
registration-mark-icon [407,2181,417,2191]
article-body: રાજ્યમાં સૌથી નીચું તાપમાન નલિયામાં ૧૨.૮ ડિગ્રી નોંધાયું હતું. ઉત્તર-પૂર્વીય પવનોના કારણે રાત્રિના તાપમાનમાં ઘટાડો નોંધાયો છે. આગામી ૪૮ કલાકમાં લઘુતમ તાપમાનમાં બે ડિગ્રી સુધીનો વધારો થવાની આગાહી હવામાન વિભાગે કરી છે. [953,949,1088,1052]
public-notice [327,1331,468,1602]
right-section [953,100,1673,2147]
notice-subtitle: (મોજે - રાણીપ) [985,1713,1058,1727]
notice-body: મોજે-વેજલપુર ગામની સીમમાં આવેલ ટી.પી. સ્કીમ નં-૨ (વેજલપુર) ના ફાઈનલ પ્લોટ નં-૪૮ વાળી જમીનમાં આવેલ સંસ્કાર એપાર્ટમેન્ટના ફ્લેટ નં. ડી-૪૦૩ વાળી મિલકત અમારા અસીલ ખરીદવા ઈચ્છુક છે. સદરહુ મિલકત સંબંધે કોઈને પણ વેચાણ, ગીરો, વીલ, વારસાઈ કે અન્ય કોઈ પ્રકારે હક્ક, હિત કે હિસ્સો હોય તો આ નોટિસ પ્રસિદ્ધ થયાના દિન-૭ માં આધાર પુરાવા સહિત લેખિતમાં જાણ કરવી. ત્યારબાદ કોઈપણ રજૂઆત ધ્યાને લેવામાં આવશે નહીં. [334,1370,461,1530]
article-temperature [953,660,1088,1661]
notice-date: તા. ૧૮-૦૨-૨૦૨૬ [1255,1832,1316,1843]
public-notice [1101,1675,1238,1946]
notice-signatures: મનિષ કનુભાઈ પટેલ, એડવોકેટ વિરાટ દશરથભાઈ પટેલ, એડવોકેટ અમીત દશરથભાઈ પટેલ, એડવોકેટ હેત શંકરભાઈ પટેલ, એડવોકેટ [338,1535,461,1595]
notice-body: ડિસ્ટ્રિક્ટ રજીસ્ટ્રાર ઓફિસ ખેડા-નડીઆદ તાબાના સબ-ડિસ્ટ્રિક્ટ નડીઆદ ગ્રામ્ય તાબાના મોજે-મંજીપુરા ગામની સીમમાં આવેલ રે.સ.નં. ૨૧૬/૪ પૈકી ૧ ની ઓ.પ. ૪૮૨૦ ચો.મી. વાળી બિનખેતી જમીન વાળી મિલકતના માલિકો (૧) ભાનાભાઈ જેઠાભાઈ ઠાકોર (૨) મિહિરકુમાર શૈલેષકુમાર રાવ (૩) સ્વપ્ન શૈલેષકુમાર રાવ (૪) સુમન વિજય શાહ તથા (૫) અનિલકુમાર જયંતીલાલ સુથાર પાસેથી સદરહુ મિલકત અમારા અસીલ ખરીદવા ઈચ્છે છે. સદરહુ મિલકત સંબંધે કોઈપણ વ્યક્તિ, બેન્ક કે સંસ્થાને વેચાણ, ગીરો, બક્ષિસ, વીલ, વારસાઈ, લીઝ કે અન્ય કોઈ પ્રકારે હક્ક, હિત કે હિસ્સો હોય તો આ નોટિસ પ્રસિદ્ધ થયાના દિન-૭ માં આધાર પુરાવા સહિત અમોને લેખિતમાં જાણ કરવી. ત્યારબાદ આવેલ રજૂઆત ધ્યાને લેવાશે નહીં. [32,1386,158,1639]
box-body: રાજ્ય સરકારના શ્રમ અને રોજગાર વિભાગના આંકડા મુજબ હાલ રાજ્યમાં ૨.૨૫ લાખથી વધુ દુકાનો-એસ્ટાબ્લિશમેન્ટ એવા છે કે જેમાં ૧૦ કે તેથી વધુ કામદારો-કર્મચારીઓ કામ કરે છે. શ્રમ કાયદાની જોગવાઈ મુજબ આવા એકમોએ નોંધણી કરાવવી ફરજિયાત છે. આવા એકમોના કર્મચારીઓને સાપ્તાહિક રજા સહિતના લાભો આપવાના રહેશે. નિયમભંગ કરનારા એકમો સામે દંડની જોગવાઈ પણ કરવામાં આવી છે. [1253,932,1385,1073]
registration-mark-icon [1103,2181,1113,2191]
article-body: સુરતના ખજોદ સ્થિત સુરત ડાયમંડ બુર્સને ધમધમતું કરવા માટે વધુ એક પ્રયાસ હાથ ધરાયો છે. ૧૮મી ફેબ્રુઆરીથી મહિધરપુરા અને વરાછા મીની બજારના ૩૦ થી વધુ અગ્રણી હીરા વેપારી સહિત કુલ ૮૦ જેટલા વેપારીઓ ડાયમંડ બુર્સમાં કારોબાર શરૂ કરશે. બુર્સના હોદ્દેદારોએ વેપારીઓને તમામ સુવિધા પૂરી પાડવાની ખાતરી આપી છે. [633,261,939,325]
article-voters-continued [633,488,939,577]
left-section [24,100,620,2147]
article-body: અમદાવાદ શહેરમાં દિવસ અને રાત્રિના તાપમાનમાં ૧૪ ડિગ્રીનો તફાવત નોંધાયો છે. મહત્તમ તાપમાન ૩૨.૪ ડિગ્રી જ્યારે લઘુતમ તાપમાન ૧૮.૫ ડિગ્રી નોંધાયું હતું. હવામાન વિભાગના જણાવ્યા મુજબ આગામી દિવસોમાં તાપમાનમાં ક્રમશ: વધારો થવાની શક્યતા છે. વહેલી સવારે ઠંડક અને બપોરે ગરમીનો અનુભવ થતા બેવડી ઋતુના કારણે રોગચાળો વધવાની ભીતિ સેવાઈ રહી છે. [953,754,1088,909]
article-body: પકડાયેલા શખ્સો પાસેથી કબજે કરાયેલા મોબાઈલ ફોનની ફોરેન્સિક તપાસમાં વિદેશી નેટવર્ક સાથેના સંપર્કોના પુરાવા મળ્યા છે. ડ્રગ્સની ડિલિવરી માટે સાંકેતિક ભાષાનો ઉપયોગ થતો હતો. આ નેટવર્કના પડદા પાછળના ખેલાડીઓ સુધી પહોંચવા તપાસ ચાલી રહી છે. [24,950,412,988]
notice-subtitle: (મોજે - બાવળા) [670,1424,745,1438]
registration-mark-icon [1160,2181,1170,2191]
box-headline: ગુજરાતમાં હાલ ૨.૨૫ લાખથી વધુ દુકાનો-સંસ્થામાં ૧૦થી વધુ કામદારો [1263,864,1375,926]
article-headline: પીપળજની કેમિકલ ફેક્ટરીમાં ભીષણ આગ, યુનિટ બળીને ખાખ [24,135,406,247]
public-notice [1248,1675,1385,1926]
notice-title: જાહેર નોટિસ [960,1682,1083,1708]
registration-mark-group [388,2181,473,2191]
public-notice [953,1675,1091,1936]
registration-mark-icon [1433,2181,1443,2191]
article-arabi-sea-continued [24,637,412,713]
public-notice [1395,1675,1533,1873]
notice-title: જાહેર નોટિસ [1255,1682,1378,1708]
side-column [420,100,611,1318]
public-notice [24,1672,166,1958]
registration-mark-icon [425,2181,435,2191]
registration-mark-icon [1508,2181,1518,2191]
article-paragraph: સાયબર ફ્રોડના રોજબરોજ વધતા કેસોમાં હજારો બેન્ક એકાઉન્ટ ફ્રીઝ થાય છે. લોકોને માર્ગદર્શિકાની જાણ ન હોવાથી તેઓ મહિનાઓ સુધી પોતાની જ રકમ વાપરી શકતા નથી. હાઈકોર્ટના આ હુકમથી અનેક વેપારીઓને રાહત મળશે તેવું કાયદાના જાણકારો માની રહ્યા છે. નાની મોબાઈલ શોપના એક દુકાનદાર કે જેના ખાતામાં શંકાસ્પદ રકમ જમા થઈ હતી તેના સમગ્ર ખાતા ફ્રીઝ કરાયા હતા. કોર્ટે આ કાર્યવાહીને ગેરવાજબી ગણાવી હતી. [1101,340,1238,508]
article-kicker: સાયબર ફ્રોડના કેસોમાં ગુજરાત હાઈકોર્ટનો મહત્વનો આદેશ [953,106,1533,137]
side-column-text: બીજી તરફ પીજી મેડિકલની ખાલી બેઠકો મામલે વાલી મંડળે આરોગ્ય વિભાગને રજૂઆત કરી છે. ખાલી બેઠકો રાજ્ય ક્વોટામાં તબદીલ કરવા માગ કરાઈ છે. જો બેઠકો ખાલી રહેશે તો વિદ્યાર્થીઓને અન્ય રાજ્યમાં પ્રવેશ લેવાની ફરજ પડશે તેવી ભીતિ વ્યક્ત કરાઈ રહી છે. [430,498,611,575]
continuation-header: દુકાનો-મોલ્સ (છેલ્લા પાનાનું ચાલુ) [1100,838,1193,871]
notices-strip-a [24,1322,620,2123]
center-section [633,100,939,2147]
notice-signatures: BALCHANDBHAI ASSOCIATES ડે. એ/૨૦૨, કેદાર કોમ્પ્લેક્સ, એસ. જી. હાઈવે, થલતેજ, અમદાવાદ. મો. ૯૮૭૯૦૬૪૪૩૩ [41,1879,158,1950]
article-body: ફાયર કંટ્રોલ રૂમના સૂત્રોના જણાવ્યા મુજબ બપોરે પીપળજની ફેક્ટરીમાં આગ લાગી હોવાનો કોલ મળતાં જ અલગ અલગ ફાયર સ્ટેશનથી ૩૦ જેટલા વાહનો ઘટનાસ્થળે દોડાવવામાં આવ્યા હતા. ૧૦૦થી વધુ જવાનોએ અઢી કલાકની ભારે જહેમત બાદ આગને કાબૂમાં લીધી હતી. કેમિકલના ડ્રમ એક પછી એક ફાટતા આગે વિકરાળ સ્વરૂપ ધારણ કર્યું હતું. આગ લાગવાનું ચોક્કસ કારણ જાણવા માટે તપાસ હાથ ધરવામાં આવી છે. આસપાસના એકમોને સાવચેતીના ભાગરૂપે ખાલી કરાવવામાં આવ્યા હતા. [24,415,412,492]
notice-body: આથી જાહેર જનતાને જણાવવાનું કે મોજે-ગોતા ગામની સીમમાં આવેલ રે.સ.નં. ૧૦૭૩/૦૦૧ વાળી જમીનમાં આવેલ ઓમ રેસીડેન્સીના ફ્લેટ નં. બી-૮૦૪ વાળી મિલકતના માલિક પાસેથી અમારા અસીલ સદરહુ મિલકત વેચાણથી રાખવા ઈચ્છુક છે. મિલકત સંબંધે કોઈને વાંધો હોય તો દિન-૭ માં જાણ કરવી. [334,1650,461,1753]
notice-body: અમારા અસીલ મોજે-સાણંદ ગામની સીમમાં આવેલ રે.સ.નં. ૮૪૦ પૈકીની જમીનમાં આવેલ અવધ રેસીડેન્સીના બ્લોક નં. સી-૩૦૩ વાળી મિલકત ખરીદવા ઈચ્છુક છે. સદરહુ મિલકત સંબંધે કોઈપણ વ્યક્તિ, બેન્ક કે સંસ્થાને વેચાણ, ગીરો, બક્ષિસ, લીઝ, ભાડાપટ્ટા કે અન્ય કોઈપણ પ્રકારે હક્ક, હિત કે હિસ્સો હોય તો આ નોટિસ પ્રસિદ્ધ થયાના દિન-૭ માં આધાર પુરાવા સહિત નીચેના સરનામે લેખિતમાં જાણ કરવી. ત્યારબાદ મિલકતનો દસ્તાવેજ કરવામાં આવશે જેની નોંધ લેવી. [799,1098,932,1258]
notice-date: તા.૧૭-૦૨-૨૦૨૬ [334,1985,393,1995]
article-headline: અલગ અલગ ફાયર સ્ટેશનથી 30 વાહન સાથે 100થી વધુ જવાનોએ અઢી કલાકને અંતે આગ કાબૂમાં લીધી [32,344,404,411]
edition-label: (અમદાવાદ આવૃત્તિ) [246,40,368,57]
notice-title: જાહેર નોટિસ [334,1869,461,1895]
registration-mark-icon [444,2181,454,2191]
registration-mark-icon [1451,2181,1461,2191]
article-headline: સુરતના હીરા બજારના ૮૦ વેપારી ડાયમંડ બુર્સમાં કારોબાર શરૂ કરશે [638,158,934,243]
side-column-text: પીપળજ ઉપરાંત વટવા, લાંભા, નારોલ અને દાણીલીમડા સુધી ધૂમાડાની અસર વર્તાઈ હતી. સ્થાનિક રહીશોને આંખમાં બળતરાની ફરિયાદ ઉઠતા સાવચેતી રાખવા સૂચના અપાઈ હતી. પ્રદૂષણ નિયંત્રણ બોર્ડની ટીમે સ્થળ પર પહોંચીને હવાના નમૂના લીધા હતા. [430,230,611,306]
registration-mark-icon [1084,2181,1094,2191]
notice-title: જાહેર નોટિસ [334,1619,461,1646]
notice-signatures: મનિષ કનુભાઈ પટેલ, એડવોકેટ વિરાટ દશરથભાઈ પટેલ, એડવોકેટ અમીત દશરથભાઈ પટેલ, એડવોકેટ હેત શંકરભાઈ પટેલ, એડવોકેટ [1108,1879,1231,1939]
registration-mark-icon [811,2181,821,2191]
dateline: અમદાવાદ,મંગળવાર [24,250,107,262]
article-body: ગુજરાતમાં વર્ષ - ૨૦૨૫માં ૨૨૪૦ કરોડના સિન્થેટિક ડ્રગ્સનો જથ્થો ઝડપાયો હતો. એ.ટી.એસ., એન.સી.બી. અને કોસ્ટગાર્ડની સંયુક્ત કાર્યવાહીમાં દરિયાઈ માર્ગે ઘુસાડવામાં આવતા ડ્રગ્સના નેટવર્કનો પર્દાફાશ થયો હતો. [24,874,412,911]
article-paragraph: અરજદાર વેપારીના બેન્ક ખાતામાં શંકાસ્પદ વ્યવહારના નામે આખું ખાતું ફ્રીઝ કરી દેવાતા વેપારીએ હાઈકોર્ટના દ્વાર ખખડાવ્યા હતા. કોર્ટે નોંધ્યું હતું કે ફ્રોડની રકમ સિવાયની રકમ અટકાવી રાખવી તે કોઈપણ રીતે યોગ્ય નથી. વેપારીના રોજબરોજના વ્યવહારો અટકી જતા તેને ભારે નુકસાન વેઠવું પડ્યું હતું. [953,360,1091,476]
sub-headline: હીરા બજારના વેપારી-સ્ટાફ માટે બસ દોડાવાશે [633,332,939,359]
registration-mark-group [39,2181,125,2191]
article-fire-operation [24,339,412,501]
public-notice [24,1331,166,1662]
notice-title: જાહેર નોટિસ [641,1066,774,1093]
article-pg-medical [24,501,412,637]
registration-mark-icon [58,2181,68,2191]
notice-phone: મો. 9825576635 [1595,1986,1673,1997]
notice-signatures: VIJAY Y. CHAUGULE & CO. ૪૨૫ થી ૪૨૮, દેવનંદન મોલ, ઓપેરા હાઉસ સામે, એલિસબ્રિજ, અમદાવાદ-૩૮૦૦૦૬ [648,1322,774,1369]
notice-title: જાહેર નોટિસ [1108,1682,1231,1708]
registration-mark-icon [1122,2181,1132,2191]
notice-date: તારીખ : ૧૦-૦૨-૨૦૨૬ [1255,2083,1334,2093]
table-title: કયા જિલ્લામાં કેટલા મતદારોના નામ ઉમેરાયા, કમી થયા? [633,588,939,627]
